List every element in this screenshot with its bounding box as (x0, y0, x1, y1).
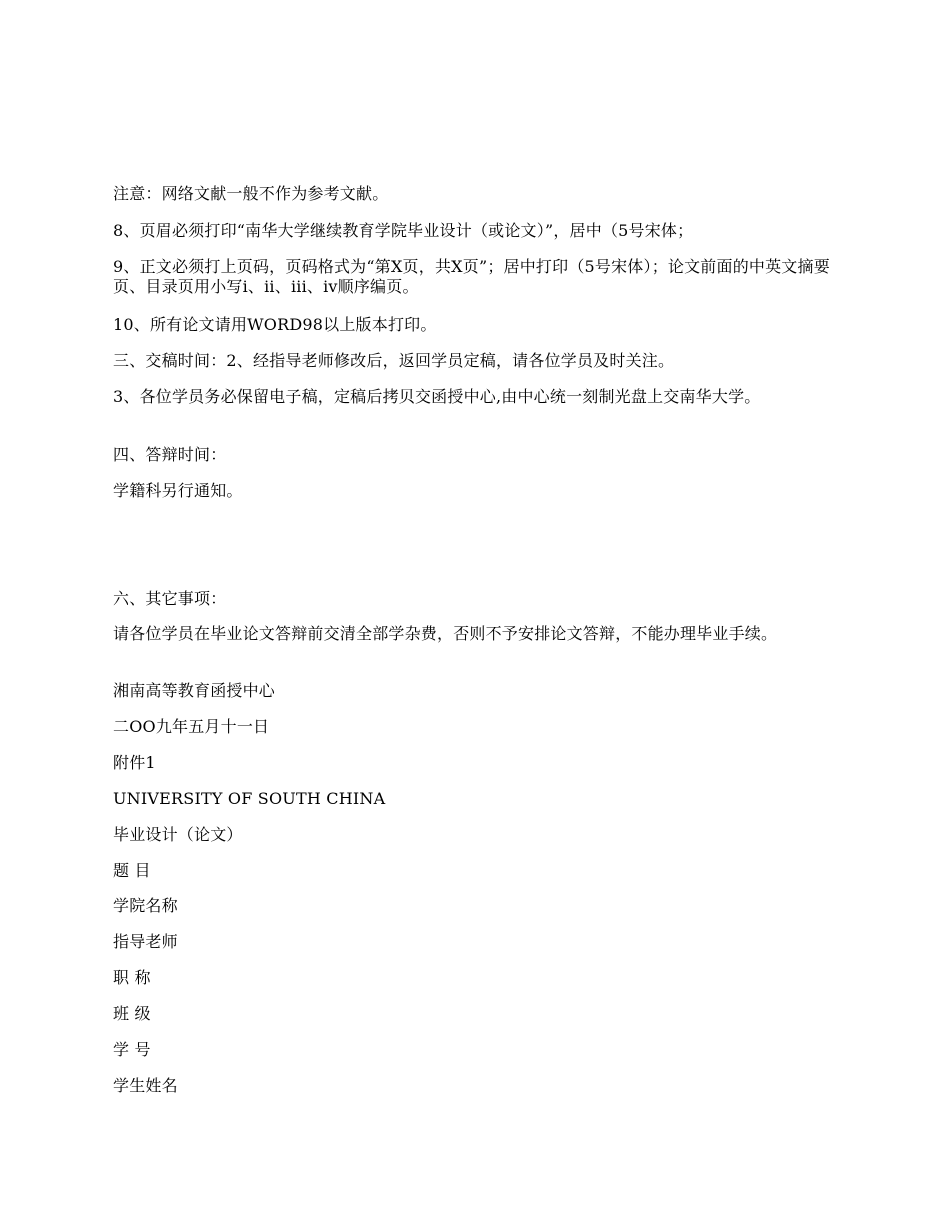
field-college-name: 学院名称 (113, 896, 178, 915)
section-4-defense-time: 四、答辩时间： (113, 445, 227, 464)
field-student-name: 学生姓名 (113, 1076, 178, 1095)
item-3-keep-electronic-copy: 3、各位学员务必保留电子稿，定稿后拷贝交函授中心,由中心统一刻制光盘上交南华大学。 (113, 387, 761, 406)
section-3-submission-time: 三、交稿时间：2、经指导老师修改后，返回学员定稿，请各位学员及时关注。 (113, 351, 675, 370)
field-student-id: 学 号 (113, 1040, 151, 1059)
item-8-header-requirement: 8、页眉必须打印“南华大学继续教育学院毕业设计（或论文）”，居中（5号宋体； (113, 221, 694, 240)
section-6-other-matters: 六、其它事项： (113, 589, 227, 608)
issuer-name: 湘南高等教育函授中心 (113, 681, 276, 700)
attachment-label: 附件1 (113, 753, 156, 772)
field-class: 班 级 (113, 1004, 151, 1023)
item-10-word-version: 10、所有论文请用WORD98以上版本打印。 (113, 315, 437, 334)
issue-date: 二OO九年五月十一日 (113, 717, 270, 736)
thesis-title-heading: 毕业设计（论文） (113, 825, 243, 844)
note-web-references: 注意：网络文献一般不作为参考文献。 (113, 184, 389, 203)
field-title: 职 称 (113, 968, 151, 987)
university-name-english: UNIVERSITY OF SOUTH CHINA (113, 789, 386, 808)
item-9-page-number-requirement: 9、正文必须打上页码，页码格式为“第X页，共X页”；居中打印（5号宋体）；论文前面的中英文摘要页、目录页用小写i、ii、iii、iv顺序编页。 (113, 257, 830, 296)
fees-notice: 请各位学员在毕业论文答辩前交清全部学杂费，否则不予安排论文答辩，不能办理毕业手续。 (113, 624, 778, 643)
field-topic: 题 目 (113, 861, 151, 880)
field-advisor: 指导老师 (113, 932, 178, 951)
defense-notice: 学籍科另行通知。 (113, 481, 243, 500)
